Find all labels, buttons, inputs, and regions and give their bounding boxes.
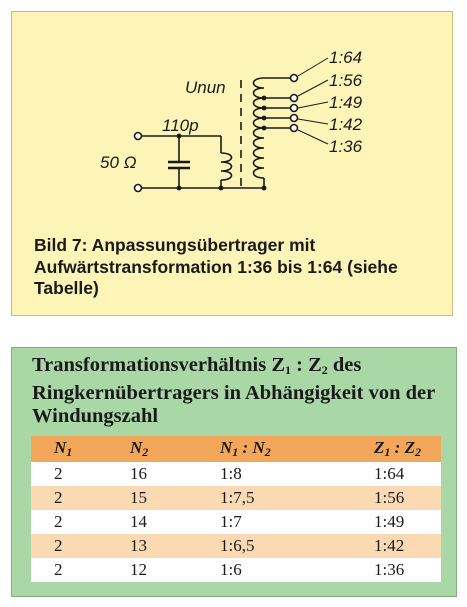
cell-n2: 16 — [112, 462, 202, 486]
header-z-ratio: $Z_1$ : $Z_2$ — [350, 436, 441, 462]
tap-label: 1:36 — [329, 137, 363, 156]
table-row — [31, 558, 441, 582]
table-row — [31, 510, 441, 534]
table-row — [31, 534, 441, 558]
cell-z-ratio: 1:42 — [350, 534, 441, 558]
header-n2: $N_2$ — [112, 436, 202, 462]
ratio-table — [31, 436, 441, 582]
figure-panel — [11, 11, 453, 316]
tap-label: 1:64 — [329, 48, 363, 67]
capacitor-label: 110p — [162, 116, 199, 135]
tap-label: 1:49 — [329, 93, 363, 112]
cell-n-ratio: 1:8 — [202, 462, 350, 486]
cell-n2: 13 — [112, 534, 202, 558]
cell-n-ratio: 1:6,5 — [202, 534, 350, 558]
table-title: Transformationsverhältnis $Z_1$ : $Z_2$ des Ringkernübertragers in Abhängigkeit von der Windungszahl — [32, 354, 435, 427]
cell-n-ratio: 1:7 — [202, 510, 350, 534]
table-row — [31, 462, 441, 486]
cell-z-ratio: 1:56 — [350, 486, 441, 510]
table-header-row — [31, 436, 441, 462]
primary-coil — [221, 153, 232, 180]
table-panel — [11, 347, 457, 597]
capacitor — [168, 134, 190, 191]
cell-z-ratio: 1:36 — [350, 558, 441, 582]
terminal-top — [135, 133, 142, 140]
tap-label: 1:42 — [329, 115, 363, 134]
tap-terminals — [291, 75, 298, 132]
cell-n1: 2 — [31, 462, 112, 486]
cell-z-ratio: 1:64 — [350, 462, 441, 486]
cell-n1: 2 — [31, 510, 112, 534]
cell-n1: 2 — [31, 534, 112, 558]
cell-n1: 2 — [31, 558, 112, 582]
unun-label: Unun — [185, 78, 226, 97]
cell-z-ratio: 1:49 — [350, 510, 441, 534]
table-row — [31, 486, 441, 510]
cell-n2: 14 — [112, 510, 202, 534]
cell-n-ratio: 1:7,5 — [202, 486, 350, 510]
header-n1: $N_1$ — [31, 436, 112, 462]
transformer-schematic — [12, 12, 454, 222]
tap-label: 1:56 — [329, 71, 363, 90]
figure-caption: Bild 7: Anpassungsübertrager mit Aufwärtstransformation 1:36 bis 1:64 (siehe Tabelle) — [34, 235, 398, 298]
terminal-bottom — [135, 185, 142, 192]
cell-n1: 2 — [31, 486, 112, 510]
cell-n-ratio: 1:6 — [202, 558, 350, 582]
cell-n2: 12 — [112, 558, 202, 582]
impedance-label: 50 Ω — [100, 153, 137, 172]
header-n-ratio: $N_1$ : $N_2$ — [202, 436, 350, 462]
cell-n2: 15 — [112, 486, 202, 510]
tap-leaders — [298, 58, 328, 144]
